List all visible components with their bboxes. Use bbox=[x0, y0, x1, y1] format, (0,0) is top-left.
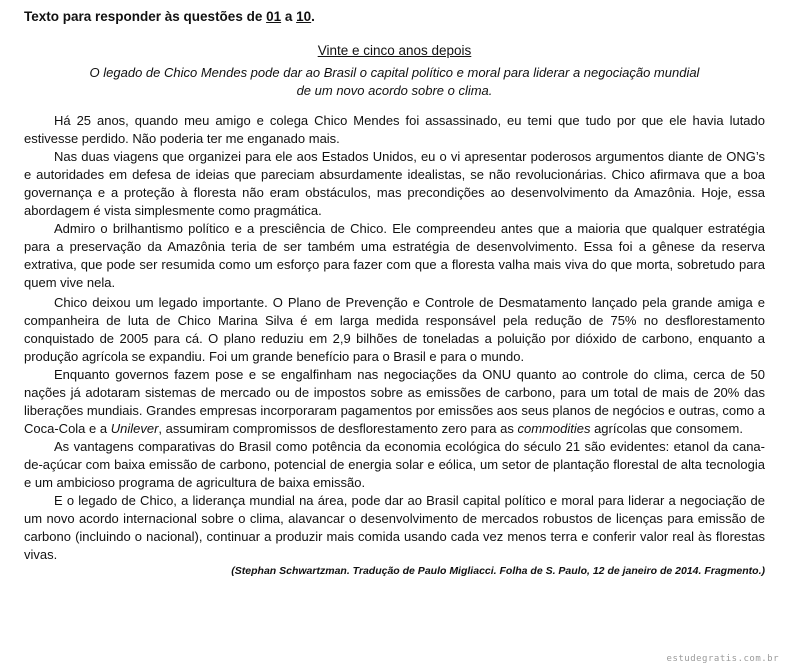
article-source: (Stephan Schwartzman. Tradução de Paulo Migliacci. Folha de S. Paulo, 12 de janeiro de 2014. Fragmento.) bbox=[231, 565, 765, 577]
article-body bbox=[24, 112, 765, 564]
paragraph-5-commodities: commodities bbox=[517, 421, 591, 436]
header-question-from: 01 bbox=[266, 9, 282, 24]
article-subtitle bbox=[24, 64, 765, 100]
instruction-header bbox=[24, 8, 765, 26]
paragraph-5-part-b: , assumiram compromissos de desflorestamento zero para as bbox=[158, 421, 518, 436]
paragraph-5 bbox=[24, 366, 765, 438]
paragraph-3: Admiro o brilhantismo político e a presciência de Chico. Ele compreendeu antes que a maioria que qualquer estratégia para a preservação da Amazônia teria de ser também uma estratégia de desenvolvimento. Essa foi a gênese da reserva extrativa, que pode ser resumida como um esforço para fazer com que a floresta valha mais viva do que morta, sobretudo para quem vive nela. bbox=[24, 221, 765, 290]
header-suffix: . bbox=[311, 9, 315, 24]
subtitle-line-2: de um novo acordo sobre o clima. bbox=[296, 83, 493, 98]
header-question-to: 10 bbox=[296, 9, 312, 24]
paragraph-5-unilever: Unilever bbox=[110, 421, 159, 436]
paragraph-2: Nas duas viagens que organizei para ele aos Estados Unidos, eu o vi apresentar poderosos argumentos diante de ONG’s e autoridades em defesa de ideias que pareciam absurdamente idealistas, se não revolucionárias. Chico afirmava que a boa governança e a proteção à floresta não eram obstáculos, mas precondições ao desenvolvimento da Amazônia. Hoje, essa abordagem é vista simplesmente como pragmática. bbox=[24, 149, 765, 218]
paragraph-5-part-c: agrícolas que consomem. bbox=[590, 421, 743, 436]
header-middle: a bbox=[281, 9, 297, 24]
paragraph-6: As vantagens comparativas do Brasil como potência da economia ecológica do século 21 são evidentes: etanol da cana-de-açúcar com baixa emissão de carbono, potencial de energia solar e eólica, um setor de plantação florestal de alta tecnologia e um ambicioso programa de agricultura de baixa emissão. bbox=[24, 439, 765, 490]
paragraph-7: E o legado de Chico, a liderança mundial na área, pode dar ao Brasil capital político e moral para liderar a negociação de um novo acordo internacional sobre o clima, alavancar o desenvolvimento de mercados robustos de licenças para emissão de carbono (incluindo o nacional), continuar a produzir mais comida usando cada vez menos terra e conferir valor real às florestas vivas. bbox=[24, 493, 765, 562]
header-prefix: Texto para responder às questões de bbox=[24, 9, 267, 24]
paragraph-5-part-a: Enquanto governos fazem pose e se engalfinham nas negociações da ONU quanto ao controle do clima, cerca de 50 nações já adotaram sistemas de mercado ou de impostos sobre as emissões de carbono, para um total de mais de 20% das liberações mundiais. Grandes empresas incorporaram pagamentos por emissões aos seus planos de negócios e outras, como a Coca-Cola e a bbox=[24, 367, 765, 436]
paragraph-4: Chico deixou um legado importante. O Plano de Prevenção e Controle de Desmatamento lançado pela grande amiga e companheira de luta de Chico Marina Silva é em larga medida responsável pela redução de 75% no desflorestamento conquistado de 2005 para cá. O plano reduziu em 2,9 bilhões de toneladas a poluição por dióxido de carbono, enquanto a produção agrícola se expandiu. Foi um grande benefício para o Brasil e para o mundo. bbox=[24, 295, 765, 364]
paragraph-1: Há 25 anos, quando meu amigo e colega Chico Mendes foi assassinado, eu temi que tudo por que ele havia lutado estivesse perdido. Não poderia ter me enganado mais. bbox=[24, 113, 765, 146]
site-watermark: estudegratis.com.br bbox=[666, 654, 779, 664]
article-title: Vinte e cinco anos depois bbox=[317, 43, 472, 58]
subtitle-line-1: O legado de Chico Mendes pode dar ao Brasil o capital político e moral para liderar a negociação mundial bbox=[89, 65, 700, 80]
